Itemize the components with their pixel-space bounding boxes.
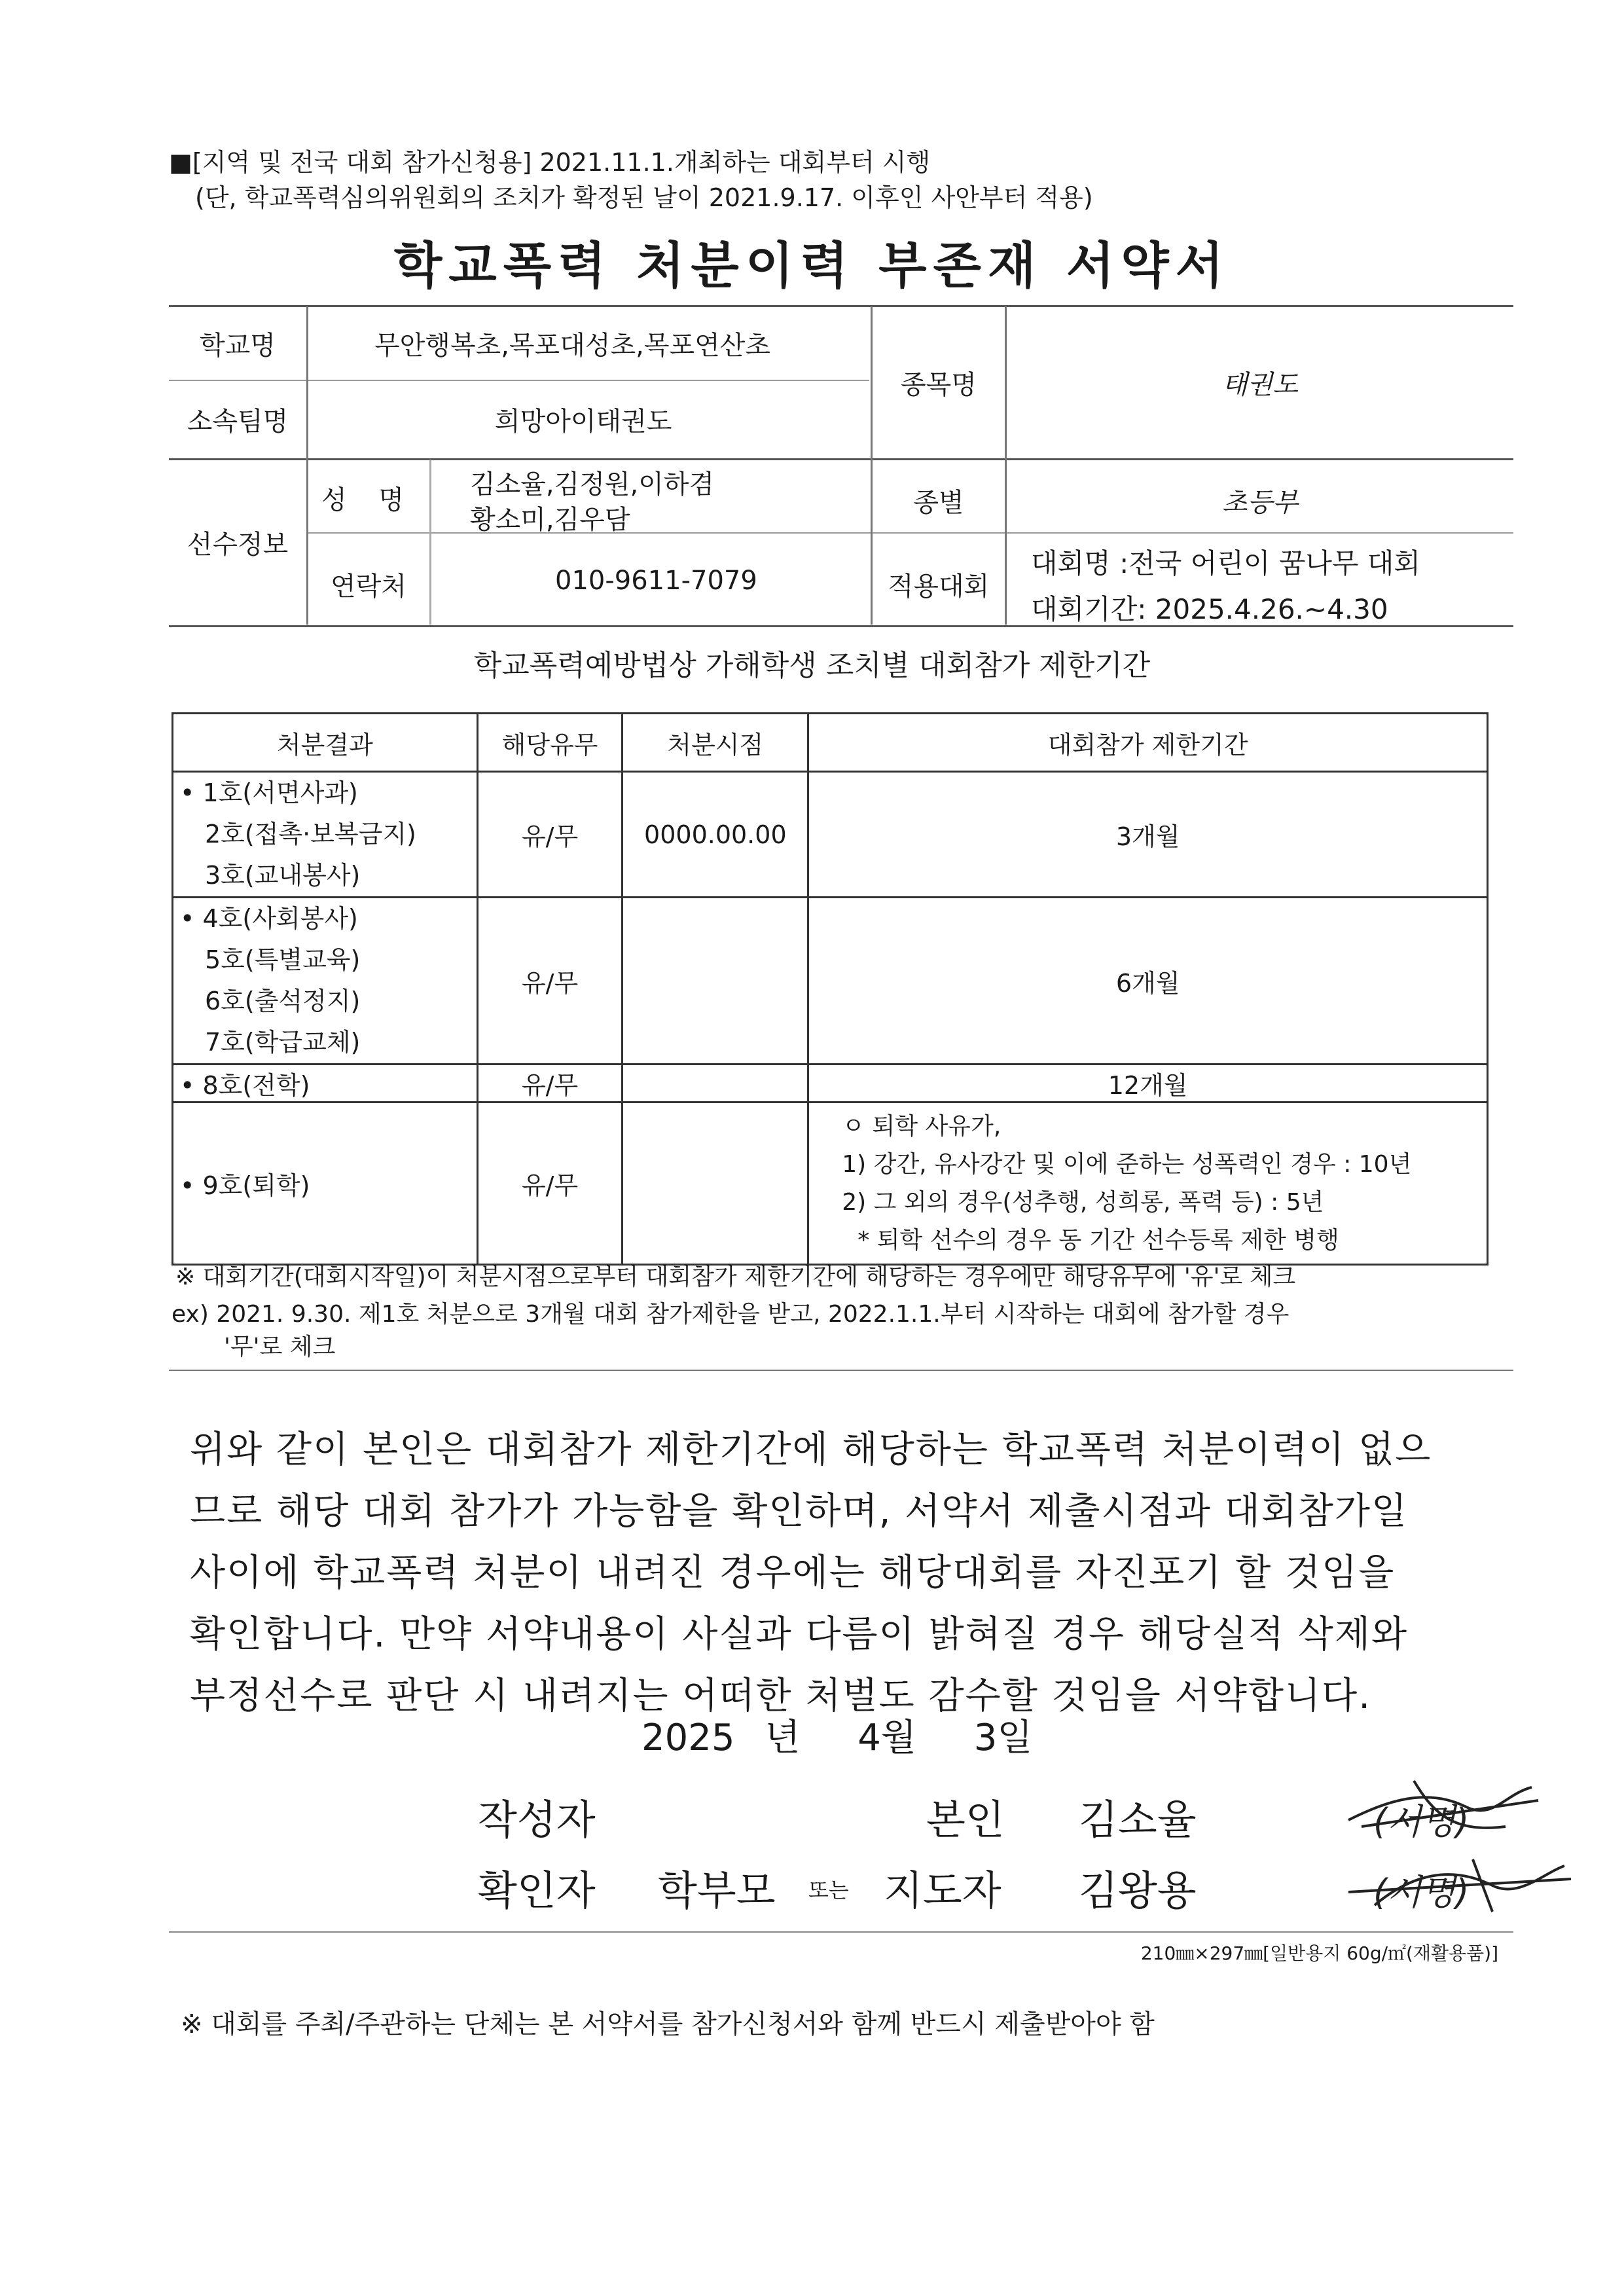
status-cell: 유/무 [477, 772, 623, 898]
sanction-item: • 4호(사회봉사) [180, 904, 358, 933]
limit-cell: 12개월 [808, 1065, 1488, 1102]
pledge-line: 확인합니다. 만약 서약내용이 사실과 다름이 밝혀질 경우 해당실적 삭제와 [190, 1613, 1409, 1656]
footer-note: ※ 대회를 주최/주관하는 단체는 본 서약서를 참가신청서와 함께 반드시 제출받아야 함 [181, 2009, 1155, 2039]
signature-mark-self: (서명) [1373, 1801, 1470, 1842]
writer-label: 작성자 [478, 1796, 596, 1844]
event-name: 대회명 :전국 어린이 꿈나무 대회 [1031, 547, 1420, 579]
self-name: 김소율 [1079, 1796, 1197, 1844]
team-value: 희망아이태권도 [495, 407, 672, 437]
signature-mark-coach: (서명) [1373, 1872, 1470, 1913]
note-2: ex) 2021. 9.30. 제1호 처분으로 3개월 대회 참가제한을 받고, 2022.1.1.부터 시작하는 대회에 참가할 경우 [171, 1301, 1290, 1328]
date-day: 3일 [973, 1717, 1033, 1759]
coach-label: 지도자 [884, 1867, 1001, 1914]
table-row [173, 1102, 1488, 1265]
sanction-item: 3호(교내봉사) [205, 861, 361, 890]
player-names-line-1: 김소율,김정원,이하겸 [470, 469, 715, 500]
school-label: 학교명 [200, 331, 276, 361]
limit-line: * 퇴학 선수의 경우 동 기간 선수등록 제한 병행 [857, 1226, 1339, 1254]
event-period: 대회기간: 2025.4.26.~4.30 [1031, 593, 1388, 625]
header-limit: 대회참가 제한기간 [808, 714, 1488, 772]
limit-line: 1) 강간, 유사강간 및 이에 준하는 성폭력인 경우 : 10년 [842, 1150, 1412, 1178]
note-1: ※ 대회기간(대회시작일)이 처분시점으로부터 대회참가 제한기간에 해당하는 경우에만 해당유무에 '유'로 체크 [175, 1264, 1296, 1290]
table-row [173, 772, 1488, 898]
contact-label: 연락처 [331, 572, 406, 602]
notice-line-1: ■[지역 및 전국 대회 참가신청용] 2021.11.1.개최하는 대회부터 시행 [169, 148, 931, 177]
table-row [173, 898, 1488, 1065]
parent-label: 학부모 [658, 1867, 776, 1914]
section-title: 학교폭력예방법상 가해학생 조치별 대회참가 제한기간 [473, 649, 1151, 682]
pledge-line: 므로 해당 대회 참가가 가능함을 확인하며, 서약서 제출시점과 대회참가일 [190, 1490, 1409, 1533]
contact-value: 010-9611-7079 [555, 566, 757, 596]
confirmer-label: 확인자 [478, 1867, 596, 1914]
sanction-item: 2호(접촉·보복금지) [205, 820, 416, 848]
table-header-row [173, 714, 1488, 772]
player-info-label: 선수정보 [187, 530, 289, 560]
date-cell [623, 1065, 808, 1102]
name-label: 성 명 [321, 485, 416, 515]
event-label: 적용대회 [888, 572, 990, 602]
sport-value: 태권도 [1222, 370, 1298, 400]
limit-line: 2) 그 외의 경우(성추행, 성희롱, 폭력 등) : 5년 [842, 1188, 1324, 1216]
or-label: 또는 [808, 1878, 849, 1903]
team-label: 소속팀명 [187, 407, 289, 437]
notice-line-2: (단, 학교폭력심의위원회의 조치가 확정된 날이 2021.9.17. 이후인 사안부터 적용) [195, 183, 1093, 212]
limit-cell: 3개월 [808, 772, 1488, 898]
school-value: 무안행복초,목포대성초,목포연산초 [374, 331, 771, 361]
header-result: 처분결과 [173, 714, 478, 772]
date-year: 2025 [641, 1717, 735, 1759]
paper-spec: 210㎜×297㎜[일반용지 60g/㎡(재활용품)] [1140, 1942, 1498, 1964]
date-cell: 0000.00.00 [623, 772, 808, 898]
document-title: 학교폭력 처분이력 부존재 서약서 [393, 236, 1231, 295]
pledge-line: 부정선수로 판단 시 내려지는 어떠한 처벌도 감수할 것임을 서약합니다. [190, 1675, 1371, 1717]
coach-name: 김왕용 [1079, 1867, 1197, 1914]
limit-cell: 6개월 [808, 898, 1488, 1065]
table-row [173, 1065, 1488, 1102]
sanction-table [171, 712, 1489, 1266]
division-label: 종별 [913, 488, 964, 518]
pledge-line: 위와 같이 본인은 대회참가 제한기간에 해당하는 학교폭력 처분이력이 없으 [190, 1429, 1432, 1471]
sport-label: 종목명 [901, 370, 977, 400]
date-year-unit: 년 [765, 1717, 801, 1759]
sanction-item: 7호(학급교체) [205, 1028, 361, 1057]
pledge-text [190, 1419, 1486, 1727]
status-cell: 유/무 [477, 1102, 623, 1265]
status-cell: 유/무 [477, 1065, 623, 1102]
division-value: 초등부 [1222, 488, 1298, 518]
handwritten-signature-self [1335, 1761, 1551, 1853]
sanction-item: 5호(특별교육) [205, 945, 361, 974]
sanction-item: • 9호(퇴학) [180, 1171, 310, 1200]
header-date: 처분시점 [623, 714, 808, 772]
sanction-item: • 1호(서면사과) [180, 778, 358, 807]
player-names-line-2: 황소미,김우담 [470, 505, 630, 535]
handwritten-signature-coach [1335, 1846, 1584, 1925]
sanction-item: 6호(출석정지) [205, 987, 361, 1015]
pledge-line: 사이에 학교폭력 처분이 내려진 경우에는 해당대회를 자진포기 할 것임을 [190, 1552, 1396, 1594]
note-3: '무'로 체크 [224, 1334, 336, 1360]
date-cell [623, 898, 808, 1065]
self-label: 본인 [926, 1796, 1005, 1844]
date-month: 4월 [857, 1717, 916, 1759]
status-cell: 유/무 [477, 898, 623, 1065]
limit-line: ㅇ 퇴학 사유가, [842, 1112, 1001, 1140]
header-status: 해당유무 [477, 714, 623, 772]
pledge-date [641, 1709, 1033, 1761]
sanction-item: • 8호(전학) [180, 1071, 310, 1100]
